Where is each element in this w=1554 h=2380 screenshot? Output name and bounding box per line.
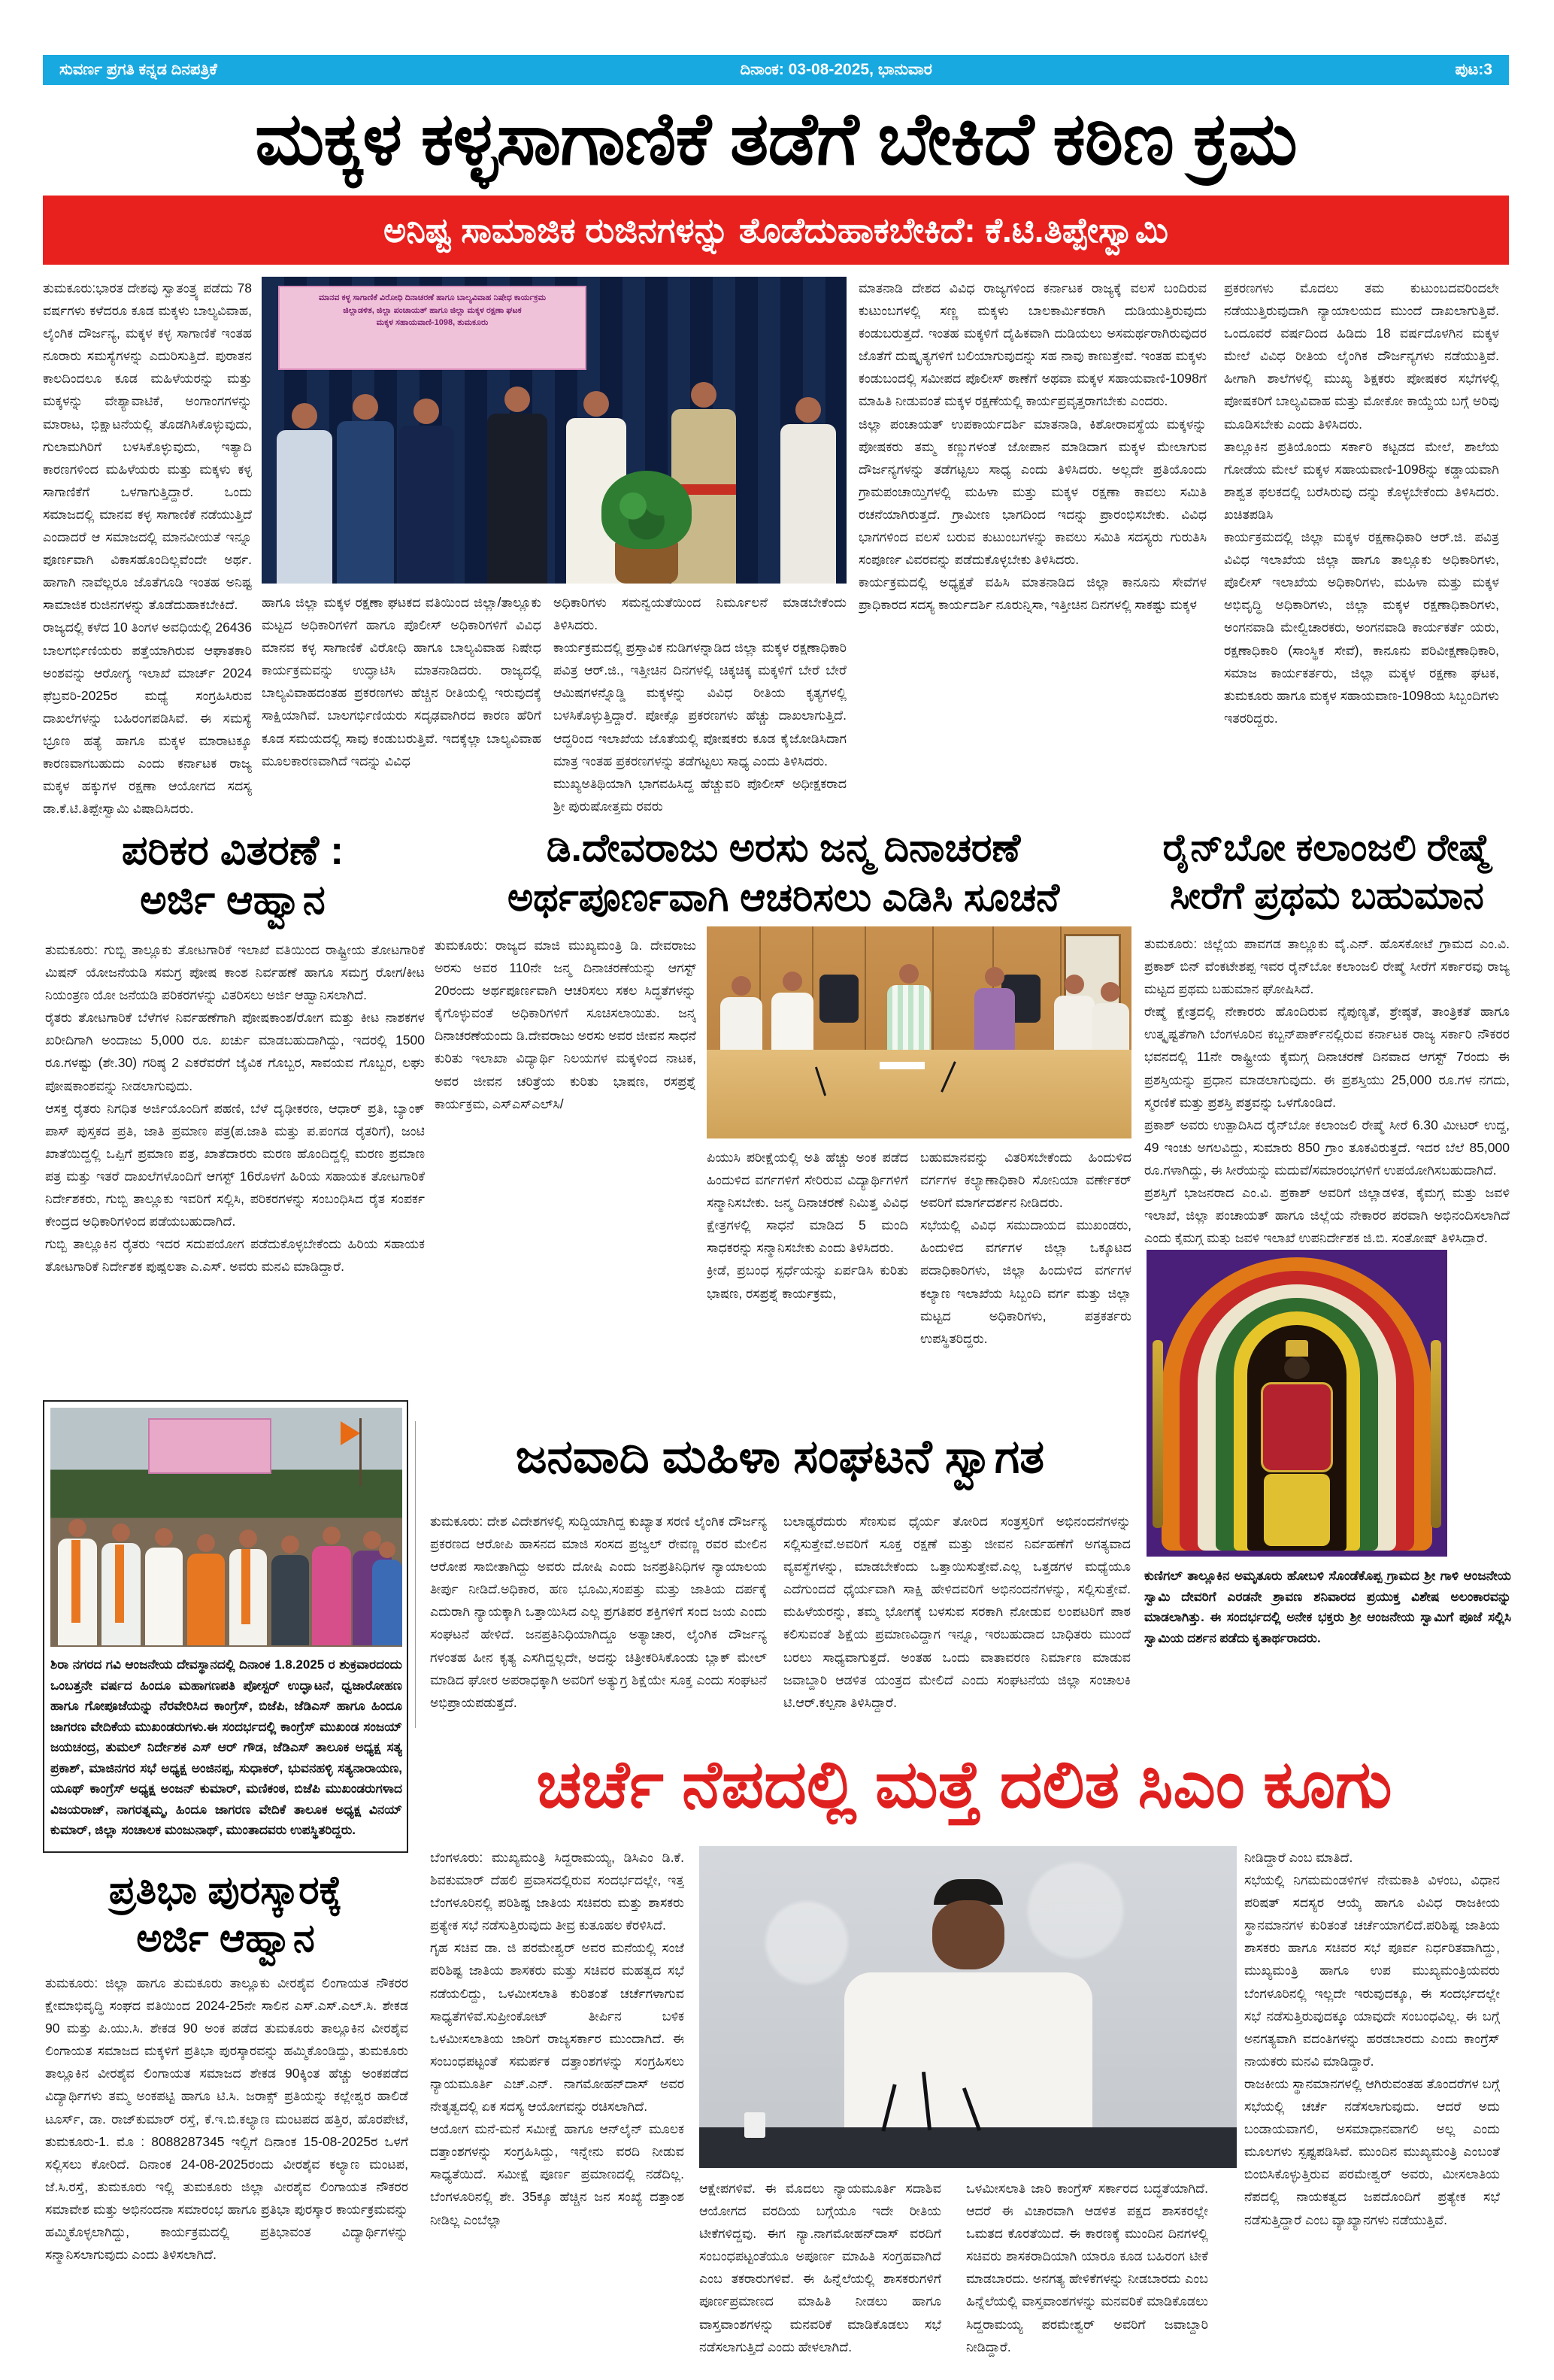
person-figure: [312, 1527, 351, 1647]
janavadi-headline: ಜನವಾದಿ ಮಹಿಳಾ ಸಂಘಟನೆ ಸ್ವಾಗತ: [515, 1431, 1045, 1483]
devaraju-column-2: ಪಿಯುಸಿ ಪರೀಕ್ಷೆಯಲ್ಲಿ ಅತಿ ಹೆಚ್ಚು ಅಂಕ ಪಡೆದ ಹಿಂದುಳಿದ ವರ್ಗಗಳಿಗೆ ಸೇರಿರುವ ವಿದ್ಯಾರ್ಥಿಗಳಿಗೆ ಸನ್ಮಾನಿಸಬೇಕು. ಜನ್ಮ ದಿನಾಚರಣೆ ನಿಮಿತ್ತ ವಿವಿಧ ಕ್ಷೇತ್ರಗಳಲ್ಲಿ ಸಾಧನೆ ಮಾಡಿದ 5 ಮಂದಿ ಸಾಧಕರನ್ನು ಸನ್ಮಾನಿಸಬೇಕು ಎಂದು ತಿಳಿಸಿದರು. ಕ್ರೀಡೆ, ಪ್ರಬಂಧ ಸ್ಪರ್ಧೆಯನ್ನು ಏರ್ಪಡಿಸಿ ಕುರಿತು ಭಾಷಣ, ರಸಪ್ರಶ್ನೆ ಕಾರ್ಯಕ್ರಮ,: [707, 1150, 908, 1301]
pratibha-headline-line1: ಪ್ರತಿಭಾ ಪುರಸ್ಕಾರಕ್ಕೆ: [108, 1869, 343, 1912]
event-banner-text: ಮಾನವ ಕಳ್ಳ ಸಾಗಾಣಿಕೆ ವಿರೋಧಿ ದಿನಾಚರಣೆ ಹಾಗೂ ಬಾಲ್ಯವಿವಾಹ ನಿಷೇಧ ಕಾರ್ಯಕ್ರಮ ಜಿಲ್ಲಾಡಳಿತ, ಜಿಲ್ಲಾ ಪಂಚಾಯತ್ ಹಾಗೂ ಜಿಲ್ಲಾ ಮಕ್ಕಳ ರಕ್ಷಣಾ ಘಟಕ ಮಕ್ಕಳ ಸಹಾಯವಾಣಿ-1098, ತುಮಕೂರು: [318, 293, 547, 327]
person-figure: [229, 1530, 267, 1647]
person-figure: [487, 387, 547, 584]
dalit-cm-column-d: ನೀಡಿದ್ದಾರೆ ಎಂಬ ಮಾತಿದೆ. ಸಭೆಯಲ್ಲಿ ನಿಗಮಮಂಡಳಿಗಳ ನೇಮಕಾತಿ ವಿಳಂಬ, ವಿಧಾನ ಪರಿಷತ್ ಸದಸ್ಯರ ಆಯ್ಕೆ ಹಾಗೂ ವಿವಿಧ ರಾಜಕೀಯ ಸ್ಥಾನಮಾನಗಳ ಕುರಿತಂತೆ ಚರ್ಚೆಯಾಗಲಿದೆ.ಪರಿಶಿಷ್ಟ ಜಾತಿಯ ಶಾಸಕರು ಹಾಗೂ ಸಚಿವರ ಸಭೆ ಪೂರ್ವ ನಿರ್ಧರಿತವಾಗಿದ್ದು, ಮುಖ್ಯಮಂತ್ರಿ ಹಾಗೂ ಉಪ ಮುಖ್ಯಮಂತ್ರಿಯವರು ಬೆಂಗಳೂರಿನಲ್ಲಿ ಇಲ್ಲದೇ ಇರುವುದಕ್ಕೂ, ಈ ಸಂದರ್ಭದಲ್ಲೇ ಸಭೆ ನಡೆಸುತ್ತಿರುವುದಕ್ಕೂ ಯಾವುದೇ ಸಂಬಂಧವಿಲ್ಲ. ಈ ಬಗ್ಗೆ ಅನಗತ್ಯವಾಗಿ ವದಂತಿಗಳನ್ನು ಹರಡಬಾರದು ಎಂದು ಕಾಂಗ್ರೆಸ್ ನಾಯಕರು ಮನವಿ ಮಾಡಿದ್ದಾರೆ. ರಾಜಕೀಯ ಸ್ಥಾನಮಾನಗಳಲ್ಲಿ ಆಗಿರುವಂತಹ ತೊಂದರೆಗಳ ಬಗ್ಗೆ ಸಭೆಯಲ್ಲಿ ಚರ್ಚೆ ನಡೆಸಲಾಗುವುದು. ಆದರೆ ಅದು ಬಂಡಾಯವಾಗಲಿ, ಅಸಮಾಧಾನವಾಗಲಿ ಅಲ್ಲ ಎಂದು ಮೂಲಗಳು ಸ್ಪಷ್ಟಪಡಿಸಿವೆ. ಮುಂದಿನ ಮುಖ್ಯಮಂತ್ರಿ ಎಂಬಂತೆ ಬಿಂಬಿಸಿಕೊಳ್ಳುತ್ತಿರುವ ಪರಮೇಶ್ವರ್ ಅವರು, ಮೀಸಲಾತಿಯ ನೆಪದಲ್ಲಿ ನಾಯಕತ್ವದ ಜಪದೊಂದಿಗೆ ಪ್ರತ್ಯೇಕ ಸಭೆ ನಡೆಸುತ್ತಿದ್ದಾರೆ ಎಂಬ ವ್ಯಾಖ್ಯಾನಗಳು ನಡೆಯುತ್ತಿವೆ.: [1244, 1850, 1500, 2227]
person-figure: [277, 403, 332, 584]
devaraju-headline-line1: ಡಿ.ದೇವರಾಜು ಅರಸು ಜನ್ಮ ದಿನಾಚರಣೆ: [546, 826, 1021, 870]
janavadi-column-2: ಬಲಾಢ್ಯರೆದುರು ಸೆಣಸುವ ಧೈರ್ಯ ತೋರಿದ ಸಂತ್ರಸ್ತರಿಗೆ ಅಭಿನಂದನೆಗಳನ್ನು ಸಲ್ಲಿಸುತ್ತೇವೆ.ಅವರಿಗೆ ಸೂಕ್ತ ರಕ್ಷಣೆ ಮತ್ತು ಜೀವನ ನಿರ್ವಹಣೆಗೆ ಅಗತ್ಯವಾದ ವ್ಯವಸ್ಥೆಗಳನ್ನು, ಮಾಡಬೇಕೆಂದು ಒತ್ತಾಯಿಸುತ್ತೇವೆ.ಎಲ್ಲ ಒತ್ತಡಗಳ ಮಧ್ಯೆಯೂ ಎದೆಗುಂದದೆ ಧೈರ್ಯವಾಗಿ ಸಾಕ್ಷಿ ಹೇಳಿದವರಿಗೆ ಅಭಿನಂದನೆಗಳನ್ನು, ಸಲ್ಲಿಸುತ್ತೇವೆ. ಮಹಿಳೆಯರನ್ನು, ತಮ್ಮ ಭೋಗಕ್ಕೆ ಬಳಸುವ ಸರಕಾಗಿ ನೋಡುವ ಲಂಪಟರಿಗೆ ಪಾಠ ಕಲಿಸುವಂತೆ ಶಿಕ್ಷೆಯ ಪ್ರಮಾಣವಿದ್ದಾಗ ಇನ್ನೂ, ಇರಬಹುದಾದ ಬಾಧಿತರು ಮುಂದೆ ಬರಲು ಸಾಧ್ಯವಾಗುತ್ತದೆ. ಅಂತಹ ಒಂದು ವಾತಾವರಣ ನಿರ್ಮಾಣ ಮಾಡುವ ಜವಾಬ್ದಾರಿ ಆಡಳಿತ ಯಂತ್ರದ ಮೇಲಿದೆ ಎಂದು ಸಂಘಟನೆಯ ಜಿಲ್ಲಾ ಸಂಚಾಲಕಿ ಟಿ.ಆರ್.ಕಲ್ಪನಾ ತಿಳಿಸಿದ್ದಾರೆ.: [783, 1514, 1131, 1710]
lead-column-1: ತುಮಕೂರು:ಭಾರತ ದೇಶವು ಸ್ವಾತಂತ್ರ್ಯ ಪಡೆದು 78 ವರ್ಷಗಳು ಕಳೆದರೂ ಕೂಡ ಮಕ್ಕಳು ಬಾಲ್ಯವಿವಾಹ, ಲೈಂಗಿಕ ದೌರ್ಜನ್ಯ, ಮಕ್ಕಳ ಕಳ್ಳ ಸಾಗಾಣಿಕೆ ಇಂತಹ ನೂರಾರು ಸಮಸ್ಯೆಗಳನ್ನು ಎದುರಿಸುತ್ತಿದೆ. ಪುರಾತನ ಕಾಲದಿಂದಲೂ ಕೂಡ ಮಹಿಳೆಯರನ್ನು ಮತ್ತು ಮಕ್ಕಳನ್ನು ವೇಶ್ಯಾವಾಟಿಕೆ, ಅಂಗಾಂಗಗಳನ್ನು ಮಾರಾಟ, ಭಿಕ್ಷಾಟನೆಯಲ್ಲಿ ತೊಡಗಿಸಿಕೊಳ್ಳುವುದು, ಗುಲಾಮಗಿರಿಗೆ ಬಳಸಿಕೊಳ್ಳುವುದು, ಇತ್ಯಾದಿ ಕಾರಣಗಳಿಂದ ಮಹಿಳೆಯರು ಮತ್ತು ಮಕ್ಕಳು ಕಳ್ಳ ಸಾಗಾಣಿಕೆಗೆ ಒಳಗಾಗುತ್ತಿದ್ದಾರೆ. ಒಂದು ಸಮಾಜದಲ್ಲಿ ಮಾನವ ಕಳ್ಳ ಸಾಗಾಣಿಕೆ ನಡೆಯುತ್ತಿದೆ ಎಂದಾದರೆ ಆ ಸಮಾಜದಲ್ಲಿ ಮಾನವೀಯತೆ ಇನ್ನೂ ಪೂರ್ಣವಾಗಿ ವಿಕಾಸಹೊಂದಿಲ್ಲವೆಂದೇ ಅರ್ಥ. ಹಾಗಾಗಿ ನಾವೆಲ್ಲರೂ ಜೊತೆಗೂಡಿ ಇಂತಹ ಅನಿಷ್ಟ ಸಾಮಾಜಿಕ ರುಜಿನಗಳನ್ನು ತೊಡೆದುಹಾಕಬೇಕಿದೆ. ರಾಜ್ಯದಲ್ಲಿ ಕಳೆದ 10 ತಿಂಗಳ ಅವಧಿಯಲ್ಲಿ 26436 ಬಾಲಗರ್ಭಿಣಿಯರು ಪತ್ತೆಯಾಗಿರುವ ಆಘಾತಕಾರಿ ಅಂಶವನ್ನು ಆರೋಗ್ಯ ಇಲಾಖೆ ಮಾರ್ಚ್ 2024 ಫೆಬ್ರವರಿ-2025ರ ಮಧ್ಯೆ ಸಂಗ್ರಹಿಸಿರುವ ದಾಖಲೆಗಳನ್ನು ಬಹಿರಂಗಪಡಿಸಿವೆ. ಈ ಸಮಸ್ಯೆ ಭ್ರೂಣ ಹತ್ಯೆ ಹಾಗೂ ಮಕ್ಕಳ ಮಾರಾಟಕ್ಕೂ ಕಾರಣವಾಗಬಹುದು ಎಂದು ಕರ್ನಾಟಕ ರಾಜ್ಯ ಮಕ್ಕಳ ಹಕ್ಕುಗಳ ರಕ್ಷಣಾ ಆಯೋಗದ ಸದಸ್ಯ ಡಾ.ಕೆ.ಟಿ.ತಿಪ್ಪೇಸ್ವಾಮಿ ವಿಷಾದಿಸಿದರು.: [43, 280, 252, 817]
parikara-body: ತುಮಕೂರು: ಗುಬ್ಬಿ ತಾಲ್ಲೂಕು ತೋಟಗಾರಿಕೆ ಇಲಾಖೆ ವತಿಯಿಂದ ರಾಷ್ಟ್ರೀಯ ತೋಟಗಾರಿಕೆ ಮಿಷನ್ ಯೋಜನೆಯಡಿ ಸಮಗ್ರ ಪೋಷ ಕಾಂಶ ನಿರ್ವಹಣೆ ಹಾಗೂ ಸಮಗ್ರ ರೋಗ/ಕೀಟ ನಿಯಂತ್ರಣ ಯೋ ಜನೆಯಡಿ ಪರಿಕರಗಳನ್ನು ವಿತರಿಸಲು ಅರ್ಜಿ ಆಹ್ವಾನಿಸಲಾಗಿದೆ. ರೈತರು ತೋಟಗಾರಿಕೆ ಬೆಳೆಗಳ ನಿರ್ವಹಣೆಗಾಗಿ ಪೋಷಕಾಂಶ/ರೋಗ ಮತ್ತು ಕೀಟ ನಾಶಕಗಳ ಖರೀದಿಗಾಗಿ ಅಂದಾಜು 5,000 ರೂ. ಖರ್ಚು ಮಾಡಬಹುದಾಗಿದ್ದು, ಇದರಲ್ಲಿ 1500 ರೂ.ಗಳಷ್ಟು (ಶೇ.30) ಗರಿಷ್ಠ 2 ಎಕರೆವರೆಗೆ ಜೈವಿಕ ಗೊಬ್ಬರ, ಸಾವಯವ ಗೊಬ್ಬರ, ಲಘು ಪೋಷಕಾಂಶವನ್ನು ನೀಡಲಾಗುವುದು. ಆಸಕ್ತ ರೈತರು ನಿಗಧಿತ ಅರ್ಜಿಯೊಂದಿಗೆ ಪಹಣಿ, ಬೆಳೆ ದೃಢೀಕರಣ, ಆಧಾರ್ ಪ್ರತಿ, ಬ್ಯಾಂಕ್ ಪಾಸ್ ಪುಸ್ತಕದ ಪ್ರತಿ, ಜಾತಿ ಪ್ರಮಾಣ ಪತ್ರ(ಪ.ಜಾತಿ ಮತ್ತು ಪ.ಪಂಗಡ ರೈತರಿಗೆ), ಜಂಟಿ ಖಾತೆಯಿದ್ದಲ್ಲಿ ಒಪ್ಪಿಗೆ ಪ್ರಮಾಣ ಪತ್ರ, ಖಾತೆದಾರರು ಮರಣ ಹೊಂದಿದ್ದಲ್ಲಿ ಮರಣ ಪ್ರಮಾಣ ಪತ್ರ ಮತ್ತು ಇತರೆ ದಾಖಲೆಗಳೊಂದಿಗೆ ಆಗಸ್ಟ್ 16ರೊಳಗೆ ಹಿರಿಯ ಸಹಾಯಕ ತೋಟಗಾರಿಕೆ ನಿರ್ದೇಶಕರು, ಗುಬ್ಬಿ ತಾಲ್ಲೂಕು ಇವರಿಗೆ ಸಲ್ಲಿಸಿ, ಪರಿಕರಗಳನ್ನು ಸಂಬಂಧಿಸಿದ ರೈತ ಸಂಪರ್ಕ ಕೇಂದ್ರದ ಅಧಿಕಾರಿಗಳಿಂದ ಪಡೆಯಬಹುದಾಗಿದೆ. ಗುಬ್ಬಿ ತಾಲ್ಲೂಕಿನ ರೈತರು ಇದರ ಸದುಪಯೋಗ ಪಡೆದುಕೊಳ್ಳಬೇಕೆಂದು ಹಿರಿಯ ಸಹಾಯಕ ತೋಟಗಾರಿಕೆ ನಿರ್ದೇಶಕ ಪುಷ್ಪಲತಾ ಎ.ಎಸ್. ಅವರು ಮನವಿ ಮಾಡಿದ್ದಾರೆ.: [45, 942, 425, 1275]
person-figure: [974, 967, 1015, 1060]
lead-column-5: ಪ್ರಕರಣಗಳು ಮೊದಲು ತಮ ಕುಟುಂಬದವರಿಂದಲೇ ನಡೆಯುತ್ತಿರುವುದಾಗಿ ನ್ಯಾಯಾಲಯದ ಮುಂದೆ ದಾಖಲಾಗುತ್ತಿವೆ. ಒಂದೂವರೆ ವರ್ಷದಿಂದ ಹಿಡಿದು 18 ವರ್ಷದೊಳಗಿನ ಮಕ್ಕಳ ಮೇಲೆ ವಿವಿಧ ರೀತಿಯ ಲೈಂಗಿಕ ದೌರ್ಜನ್ಯಗಳು ನಡೆಯುತ್ತಿವೆ. ಹೀಗಾಗಿ ಶಾಲೆಗಳಲ್ಲಿ ಮುಖ್ಯ ಶಿಕ್ಷಕರು ಪೋಷಕರ ಸಭೆಗಳಲ್ಲಿ ಪೋಷಕರಿಗೆ ಬಾಲ್ಯವಿವಾಹ ಮತ್ತು ಮೋಕೋ ಕಾಯ್ದೆಯ ಬಗ್ಗೆ ಅರಿವು ಮೂಡಿಸಬೇಕು ಎಂದು ತಿಳಿಸಿದರು. ತಾಲ್ಲೂಕಿನ ಪ್ರತಿಯೊಂದು ಸರ್ಕಾರಿ ಕಟ್ಟಡದ ಮೇಲೆ, ಶಾಲೆಯ ಗೋಡೆಯ ಮೇಲೆ ಮಕ್ಕಳ ಸಹಾಯವಾಣಿ-1098ನ್ನು ಕಡ್ಡಾಯವಾಗಿ ಶಾಶ್ವತ ಫಲಕದಲ್ಲಿ ಬರೆಸಿರುವು ದನ್ನು ಕೊಳ್ಳಬೇಕೆಂದು ತಿಳಿಸಿದರು. ಖಚಿತಪಡಿಸಿ ಕಾರ್ಯಕ್ರಮದಲ್ಲಿ ಜಿಲ್ಲಾ ಮಕ್ಕಳ ರಕ್ಷಣಾಧಿಕಾರಿ ಆರ್.ಜಿ. ಪವಿತ್ರ ವಿವಿಧ ಇಲಾಖೆಯ ಜಿಲ್ಲಾ ಹಾಗೂ ತಾಲ್ಲೂಕು ಅಧಿಕಾರಿಗಳು, ಪೊಲೀಸ್ ಇಲಾಖೆಯ ಅಧಿಕಾರಿಗಳು, ಮಹಿಳಾ ಮತ್ತು ಮಕ್ಕಳ ಅಭಿವೃದ್ಧಿ ಅಧಿಕಾರಿಗಳು, ಜಿಲ್ಲಾ ಮಕ್ಕಳ ರಕ್ಷಣಾಧಿಕಾರಿಗಳು, ಅಂಗನವಾಡಿ ಮೇಲ್ವಿಚಾರಕರು, ಅಂಗನವಾಡಿ ಕಾರ್ಯಕರ್ತೆ ಯರು, ರಕ್ಷಣಾಧಿಕಾರಿ (ಸಾಂಸ್ಥಿಕ ಸೇವೆ), ಕಾನೂನು ಪರಿವೀಕ್ಷಣಾಧಿಕಾರಿ, ಸಮಾಜ ಕಾರ್ಯಕರ್ತರು, ಜಿಲ್ಲಾ ಮಕ್ಕಳ ರಕ್ಷಣಾ ಘಟಕ, ತುಮಕೂರು ಹಾಗೂ ಮಕ್ಕಳ ಸಹಾಯವಾಣ-1098ಯ ಸಿಬ್ಬಂದಿಗಳು ಇತರರಿದ್ದರು.: [1224, 280, 1499, 726]
person-figure: [780, 397, 836, 584]
parikara-headline: [43, 826, 423, 925]
saffron-flag: [341, 1421, 360, 1445]
speaker-figure: [844, 1879, 1092, 2168]
parikara-headline-line1: ಪರಿಕರ ವಿತರಣೆ :: [121, 828, 344, 873]
person-figure: [58, 1519, 97, 1647]
person-figure: [271, 1536, 309, 1647]
rainbow-headline-line1: ರೈನ್‌ಬೋ ಕಲಾಂಜಲಿ ರೇಷ್ಮೆ: [1162, 826, 1492, 869]
dalit-cm-column-c: ಒಳಮೀಸಲಾತಿ ಜಾರಿ ಕಾಂಗ್ರೆಸ್ ಸರ್ಕಾರದ ಬದ್ಧತೆಯಾಗಿದೆ. ಆದರೆ ಈ ವಿಚಾರವಾಗಿ ಆಡಳಿತ ಪಕ್ಷದ ಶಾಸಕರಲ್ಲೇ ಒಮತದ ಕೊರತೆಯಿದೆ. ಈ ಕಾರಣಕ್ಕೆ ಮುಂದಿನ ದಿನಗಳಲ್ಲಿ ಸಚಿವರು ಶಾಸಕರಾದಿಯಾಗಿ ಯಾರೂ ಕೂಡ ಬಹಿರಂಗ ಟೀಕೆ ಮಾಡಬಾರದು. ಅನಗತ್ಯ ಹೇಳಿಕೆಗಳನ್ನು ನೀಡಬಾರದು ಎಂಬ ಹಿನ್ನೆಲೆಯಲ್ಲಿ ವಾಸ್ತವಾಂಶಗಳನ್ನು ಮನವರಿಕೆ ಮಾಡಿಕೊಡಲು ಸಿದ್ದರಾಮಯ್ಯ ಪರಮೇಶ್ವರ್ ಅವರಿಗೆ ಜವಾಬ್ದಾರಿ ನೀಡಿದ್ದಾರೆ.: [966, 2181, 1208, 2354]
person-figure: [372, 1542, 402, 1647]
lead-column-4: ಮಾತನಾಡಿ ದೇಶದ ವಿವಿಧ ರಾಜ್ಯಗಳಿಂದ ಕರ್ನಾಟಕ ರಾಜ್ಯಕ್ಕೆ ವಲಸೆ ಬಂದಿರುವ ಕುಟುಂಬಗಳಲ್ಲಿ ಸಣ್ಣ ಮಕ್ಕಳು ಬಾಲಕಾರ್ಮಿಕರಾಗಿ ದುಡಿಯುತ್ತಿರುವುದು ಕಂಡುಬರುತ್ತದೆ. ಇಂತಹ ಮಕ್ಕಳಿಗೆ ದೈಹಿಕವಾಗಿ ದುಡಿಯಲು ಅಸಮರ್ಥರಾಗಿರುವುದರ ಜೊತೆಗೆ ದುಷ್ಕೃತ್ಯಗಳಿಗೆ ಬಲಿಯಾಗುವುದನ್ನು ಸಹ ನಾವು ಕಾಣುತ್ತೇವೆ. ಇಂತಹ ಮಕ್ಕಳು ಕಂಡುಬಂದಲ್ಲಿ ಸಮೀಪದ ಪೊಲೀಸ್ ಠಾಣೆಗೆ ಅಥವಾ ಮಕ್ಕಳ ಸಹಾಯವಾಣಿ-1098ಗೆ ಮಾಹಿತಿ ನೀಡುವಂತೆ ಮಕ್ಕಳ ರಕ್ಷಣೆಯಲ್ಲಿ ಕಾರ್ಯಪ್ರವೃತ್ತರಾಗಬೇಕು ಎಂದರು. ಜಿಲ್ಲಾ ಪಂಚಾಯತ್ ಉಪಕಾರ್ಯದರ್ಶಿ ಮಾತನಾಡಿ, ಕಿಶೋರಾವಸ್ಥೆಯ ಮಕ್ಕಳನ್ನು ಪೋಷಕರು ತಮ್ಮ ಕಣ್ಣುಗಳಂತೆ ಜೋಪಾನ ಮಾಡಿದಾಗ ಮಕ್ಕಳ ಮೇಲಾಗುವ ದೌರ್ಜನ್ಯಗಳನ್ನು ತಡೆಗಟ್ಟಲು ಸಾಧ್ಯ ಎಂದು ತಿಳಿಸಿದರು. ಅಲ್ಲದೇ ಪ್ರತಿಯೊಂದು ಗ್ರಾಮಪಂಚಾಯ್ತಿಗಳಲ್ಲಿ ಮಹಿಳಾ ಮತ್ತು ಮಕ್ಕಳ ರಕ್ಷಣಾ ಕಾವಲು ಸಮಿತಿ ರಚನೆಯಾಗಿರುತ್ತದೆ. ಗ್ರಾಮೀಣ ಭಾಗದಿಂದ ಇದನ್ನು ಪ್ರಾರಂಭಿಸಬೇಕು. ವಿವಿಧ ಭಾಗಗಳಿಂದ ವಲಸೆ ಬರುವ ಕುಟುಂಬಗಳನ್ನು ಕಾವಲು ಸಮಿತಿ ಸದಸ್ಯರು ಗುರುತಿಸಿ ಸಂಪೂರ್ಣ ವಿವರವನ್ನು ಪಡೆದುಕೊಳ್ಳಬೇಕು ತಿಳಿಸಿದರು. ಕಾರ್ಯಕ್ರಮದಲ್ಲಿ ಅಧ್ಯಕ್ಷತೆ ವಹಿಸಿ ಮಾತನಾಡಿದ ಜಿಲ್ಲಾ ಕಾನೂನು ಸೇವೆಗಳ ಪ್ರಾಧಿಕಾರದ ಸದಸ್ಯ ಕಾರ್ಯದರ್ಶಿ ನೂರುನ್ನಿಸಾ, ಇತ್ತೀಚಿನ ದಿನಗಳಲ್ಲಿ ಸಾಕಷ್ಟು ಮಕ್ಕಳ: [859, 280, 1207, 613]
chairman-figure: [887, 964, 931, 1060]
masthead: [43, 55, 1509, 85]
janavadi-column-1: ತುಮಕೂರು: ದೇಶ ವಿದೇಶಗಳಲ್ಲಿ ಸುದ್ದಿಯಾಗಿದ್ದ ಕುಖ್ಯಾತ ಸರಣಿ ಲೈಂಗಿಕ ದೌರ್ಜನ್ಯ ಪ್ರಕರಣದ ಆರೋಪಿ ಹಾಸನದ ಮಾಜಿ ಸಂಸದ ಪ್ರಜ್ವಲ್ ರೇವಣ್ಣ ರವರ ಮೇಲಿನ ಆರೋಪ ಸಾಬೀತಾಗಿದ್ದು ಅವರು ದೋಷಿ ಎಂದು ಜನಪ್ರತಿನಿಧಿಗಳ ನ್ಯಾಯಾಲಯ ತೀರ್ಪು ನೀಡಿದೆ.ಅಧಿಕಾರ, ಹಣ ಭೂಮಿ,ಸಂಪತ್ತು ಮತ್ತು ಜಾತಿಯ ದರ್ಪಕ್ಕೆ ಎದುರಾಗಿ ನ್ಯಾಯಕ್ಕಾಗಿ ಒತ್ತಾಯಿಸಿದ ಎಲ್ಲ ಪ್ರಗತಿಪರ ಶಕ್ತಿಗಳಿಗೆ ಸಂದ ಜಯ ಎಂದು ಸಂಘಟನೆ ಹೇಳಿದೆ. ಜನಪ್ರತಿನಿಧಿಯಾಗಿದ್ದೂ ಅತ್ಯಾಚಾರ, ಲೈಂಗಿಕ ದೌರ್ಜನ್ಯ ಗಳಂತಹ ಹೀನ ಕೃತ್ಯ ಎಸಗಿದ್ದಲ್ಲದೇ, ಅದನ್ನು ಚಿತ್ರೀಕರಿಸಿಕೊಂಡು ಬ್ಲಾಕ್ ಮೇಲ್ ಮಾಡಿದ ಘೋರ ಅಪರಾಧಕ್ಕಾಗಿ ಅವರಿಗೆ ಅತ್ಯುಗ್ರ ಶಿಕ್ಷೆಯೇ ಸೂಕ್ತ ಎಂದು ಸಂಘಟನೆ ಅಭಿಪ್ರಾಯಪಡುತ್ತದೆ.: [430, 1514, 767, 1710]
devaraju-column-1: ತುಮಕೂರು: ರಾಜ್ಯದ ಮಾಜಿ ಮುಖ್ಯಮಂತ್ರಿ ಡಿ. ದೇವರಾಜು ಅರಸು ಅವರ 110ನೇ ಜನ್ಮ ದಿನಾಚರಣೆಯನ್ನು ಆಗಸ್ಟ್ 20ರಂದು ಅರ್ಥಪೂರ್ಣವಾಗಿ ಆಚರಿಸಲು ಸಕಲ ಸಿದ್ಧತೆಗಳನ್ನು ಕೈಗೊಳ್ಳುವಂತೆ ಅಧಿಕಾರಿಗಳಿಗೆ ಸೂಚಿಸಲಾಯಿತು. ಜನ್ಮ ದಿನಾಚರಣೆಯಂದು ಡಿ.ದೇವರಾಜು ಅರಸು ಅವರ ಜೀವನ ಸಾಧನೆ ಕುರಿತು ಇಲಾಖಾ ವಿದ್ಯಾರ್ಥಿ ನಿಲಯಗಳ ಮಕ್ಕಳಿಂದ ನಾಟಕ, ಅವರ ಜೀವನ ಚರಿತ್ರೆಯ ಕುರಿತು ಭಾಷಣ, ರಸಪ್ರಶ್ನೆ ಕಾರ್ಯಕ್ರಮ, ಎಸ್‌ಎಸ್‌ಎಲ್‌ಸಿ/: [435, 938, 696, 1111]
lead-strap-banner: ಅನಿಷ್ಟ ಸಾಮಾಜಿಕ ರುಜಿನಗಳನ್ನು ತೊಡೆದುಹಾಕಬೇಕಿದೆ: ಕೆ.ಟಿ.ತಿಪ್ಪೇಸ್ವಾಮಿ: [43, 196, 1509, 265]
person-figure: [337, 394, 394, 584]
person-figure: [101, 1524, 141, 1647]
deity-photo: [1147, 1250, 1447, 1557]
potted-plant: [601, 471, 692, 584]
person-figure: [398, 399, 454, 584]
group-photo: [50, 1408, 402, 1647]
paper-cup: [744, 2112, 765, 2138]
date-line: ದಿನಾಂಕ: 03-08-2025, ಭಾನುವಾರ: [740, 61, 932, 78]
dalit-cm-column-b: ಆಕ್ಷೇಪಗಳಿವೆ. ಈ ಮೊದಲು ನ್ಯಾಯಮೂರ್ತಿ ಸದಾಶಿವ ಆಯೋಗದ ವರದಿಯ ಬಗ್ಗೆಯೂ ಇದೇ ರೀತಿಯ ಟೀಕೆಗಳಿದ್ದವು. ಈಗ ನ್ಯಾ.ನಾಗಮೋಹನ್‌ದಾಸ್ ವರದಿಗೆ ಸಂಬಂಧಪಟ್ಟಂತೆಯೂ ಅಪೂರ್ಣ ಮಾಹಿತಿ ಸಂಗ್ರಹವಾಗಿದೆ ಎಂಬ ತಕರಾರುಗಳಿವೆ. ಈ ಹಿನ್ನೆಲೆಯಲ್ಲಿ ಶಾಸಕರುಗಳಿಗೆ ಪೂರ್ಣಪ್ರಮಾಣದ ಮಾಹಿತಿ ನೀಡಲು ಹಾಗೂ ವಾಸ್ತವಾಂಶಗಳನ್ನು ಮನವರಿಕೆ ಮಾಡಿಕೊಡಲು ಸಭೆ ನಡೆಸಲಾಗುತ್ತಿದೆ ಎಂದು ಹೇಳಲಾಗಿದೆ.: [699, 2181, 941, 2354]
dalit-cm-headline: ಚರ್ಚೆ ನೆಪದಲ್ಲಿ ಮತ್ತೆ ದಲಿತ ಸಿಎಂ ಕೂಗು: [536, 1747, 1392, 1821]
poster-banner: [148, 1418, 271, 1474]
table: [699, 2127, 1237, 2168]
pratibha-body: ತುಮಕೂರು: ಜಿಲ್ಲಾ ಹಾಗೂ ತುಮಕೂರು ತಾಲ್ಲೂಕು ವೀರಶೈವ ಲಿಂಗಾಯತ ನೌಕರರ ಕ್ಷೇಮಾಭಿವೃದ್ಧಿ ಸಂಘದ ವತಿಯಿಂದ 2024-25ನೇ ಸಾಲಿನ ಎಸ್.ಎಸ್.ಎಲ್.ಸಿ. ಶೇಕಡ 90 ಮತ್ತು ಪಿ.ಯು.ಸಿ. ಶೇಕಡ 90 ಅಂಕ ಪಡೆದ ತುಮಕೂರು ತಾಲ್ಲೂಕಿನ ವೀರಶೈವ ಲಿಂಗಾಯತ ಸಮಾಜದ ಮಕ್ಕಳಿಗೆ ಪ್ರತಿಭಾ ಪುರಸ್ಕಾರವನ್ನು ಹಮ್ಮಿಕೊಂಡಿದ್ದು, ತುಮಕೂರು ತಾಲ್ಲೂಕಿನ ವೀರಶೈವ ಲಿಂಗಾಯತ ಸಮಾಜದ ಶೇಕಡ 90ಕ್ಕಿಂತ ಹೆಚ್ಚು ಅಂಕಪಡೆದ ವಿದ್ಯಾರ್ಥಿಗಳು ತಮ್ಮ ಅಂಕಪಟ್ಟಿ ಹಾಗೂ ಟಿ.ಸಿ. ಜರಾಕ್ಸ್ ಪ್ರತಿಯನ್ನು ಕಲ್ಲೇಶ್ವರ ಹಾಲಿಡೆ ಟೂರ್ಸ್, ಡಾ. ರಾಜ್‌ಕುಮಾರ್ ರಸ್ತೆ, ಕೆ.ಇ.ಬಿ.ಕಲ್ಯಾಣ ಮಂಟಪದ ಹತ್ತಿರ, ಹೊರಪೇಟೆ, ತುಮಕೂರು-1. ಮೊ : 8088287345 ಇಲ್ಲಿಗೆ ದಿನಾಂಕ 15-08-2025ರ ಒಳಗೆ ಸಲ್ಲಿಸಲು ಕೋರಿದೆ. ದಿನಾಂಕ 24-08-2025ರಂದು ವೀರಶೈವ ಕಲ್ಯಾಣ ಮಂಟಪ, ಜೆ.ಸಿ.ರಸ್ತೆ, ತುಮಕೂರು ಇಲ್ಲಿ ತುಮಕೂರು ಜಿಲ್ಲಾ ವೀರಶೈವ ಲಿಂಗಾಯತ ನೌಕರರ ಸಮಾವೇಶ ಮತ್ತು ಅಭಿನಂದನಾ ಸಮಾರಂಭ ಹಾಗೂ ಪ್ರತಿಭಾ ಪುರಸ್ಕಾರ ಕಾರ್ಯಕ್ರಮವನ್ನು ಹಮ್ಮಿಕೊಳ್ಳಲಾಗಿದ್ದು, ಕಾರ್ಯಕ್ರಮದಲ್ಲಿ ಪ್ರತಿಭಾವಂತ ವಿದ್ಯಾರ್ಥಿಗಳನ್ನು ಸನ್ಮಾನಿಸಲಾಗುವುದು ಎಂದು ತಿಳಿಸಲಾಗಿದೆ.: [45, 1975, 408, 2263]
lead-column-2: ಹಾಗೂ ಜಿಲ್ಲಾ ಮಕ್ಕಳ ರಕ್ಷಣಾ ಘಟಕದ ವತಿಯಿಂದ ಜಿಲ್ಲಾ/ತಾಲ್ಲೂಕು ಮಟ್ಟದ ಅಧಿಕಾರಿಗಳಿಗೆ ಹಾಗೂ ಪೊಲೀಸ್ ಅಧಿಕಾರಿಗಳಿಗೆ ವಿವಿಧ ಮಾನವ ಕಳ್ಳ ಸಾಗಾಣಿಕೆ ವಿರೋಧಿ ಹಾಗೂ ಬಾಲ್ಯವಿವಾಹ ನಿಷೇಧ ಕಾರ್ಯಕ್ರಮವನ್ನು ಉದ್ಘಾಟಿಸಿ ಮಾತನಾಡಿದರು. ರಾಜ್ಯದಲ್ಲಿ ಬಾಲ್ಯವಿವಾಹದಂತಹ ಪ್ರಕರಣಗಳು ಹೆಚ್ಚಿನ ರೀತಿಯಲ್ಲಿ ಇರುವುದಕ್ಕೆ ಸಾಕ್ಷಿಯಾಗಿವೆ. ಬಾಲಗರ್ಭಿಣಿಯರು ಸದೃಢವಾಗಿರದ ಕಾರಣ ಹೆರಿಗೆ ಕೂಡ ಸಮಯದಲ್ಲಿ ಸಾವು ಕಂಡುಬರುತ್ತಿವೆ. ಇದಕ್ಕೆಲ್ಲಾ ಬಾಲ್ಯವಿವಾಹ ಮೂಲಕಾರಣವಾಗಿದೆ ಇದನ್ನು ವಿವಿಧ: [262, 595, 541, 769]
devaraju-headline-line2: ಅರ್ಥಪೂರ್ಣವಾಗಿ ಆಚರಿಸಲು ಎಡಿಸಿ ಸೂಚನೆ: [507, 876, 1060, 920]
oil-lamp: [1431, 1340, 1441, 1528]
devaraju-headline: [435, 823, 1132, 923]
person-figure: [187, 1534, 225, 1647]
lead-column-3: ಅಧಿಕಾರಿಗಳು ಸಮನ್ವಯತೆಯಿಂದ ನಿರ್ಮೂಲನೆ ಮಾಡಬೇಕೆಂದು ತಿಳಿಸಿದರು. ಕಾರ್ಯಕ್ರಮದಲ್ಲಿ ಪ್ರಸ್ತಾವಿಕ ನುಡಿಗಳನ್ನಾಡಿದ ಜಿಲ್ಲಾ ಮಕ್ಕಳ ರಕ್ಷಣಾಧಿಕಾರಿ ಪವಿತ್ರ ಆರ್.ಜಿ., ಇತ್ತೀಚಿನ ದಿನಗಳಲ್ಲಿ ಚಿಕ್ಕಚಿಕ್ಕ ಮಕ್ಕಳಿಗೆ ಬೇರೆ ಬೇರೆ ಆಮಿಷಗಳನ್ನೊಡ್ಡಿ ಮಕ್ಕಳನ್ನು ವಿವಿಧ ರೀತಿಯ ಕೃತ್ಯಗಳಲ್ಲಿ ಬಳಸಿಕೊಳ್ಳುತ್ತಿದ್ದಾರೆ. ಪೋಕ್ಸೊ ಪ್ರಕರಣಗಳು ಹೆಚ್ಚು ದಾಖಲಾಗುತ್ತಿದೆ. ಆದ್ದರಿಂದ ಇಲಾಖೆಯ ಜೊತೆಯಲ್ಲಿ ಪೋಷಕರು ಕೂಡ ಕೈಜೋಡಿಸಿದಾಗ ಮಾತ್ರ ಇಂತಹ ಪ್ರಕರಣಗಳನ್ನು ತಡೆಗಟ್ಟಲು ಸಾಧ್ಯ ಎಂದು ತಿಳಿಸಿದರು. ಮುಖ್ಯಅತಿಥಿಯಾಗಿ ಭಾಗವಹಿಸಿದ್ದ ಹೆಚ್ಚುವರಿ ಪೊಲೀಸ್ ಅಧೀಕ್ಷಕರಾದ ಶ್ರೀ ಪುರುಷೋತ್ತಮ ರವರು: [553, 595, 847, 814]
idol-figure: [1258, 1340, 1336, 1551]
rainbow-body: ತುಮಕೂರು: ಜಿಲ್ಲೆಯ ಪಾವಗಡ ತಾಲ್ಲೂಕು ವೈ.ಎನ್. ಹೊಸಕೋಟೆ ಗ್ರಾಮದ ಎಂ.ವಿ. ಪ್ರಕಾಶ್ ಬಿನ್ ವೆಂಕಟೇಶಪ್ಪ ಇವರ ರೈನ್‌ಬೋ ಕಲಾಂಜಲಿ ರೇಷ್ಮೆ ಸೀರೆಗೆ ಸರ್ಕಾರವು ರಾಜ್ಯ ಮಟ್ಟದ ಪ್ರಥಮ ಬಹುಮಾನ ಘೋಷಿಸಿದೆ. ರೇಷ್ಮೆ ಕ್ಷೇತ್ರದಲ್ಲಿ ನೇಕಾರರು ಹೊಂದಿರುವ ನೈಪುಣ್ಯತೆ, ಶ್ರೇಷ್ಠತೆ, ತಾಂತ್ರಿಕತೆ ಹಾಗೂ ಉತ್ಕೃಷ್ಟತೆಗಾಗಿ ಬೆಂಗಳೂರಿನ ಕಬ್ಬನ್‌ಪಾರ್ಕ್‌ನಲ್ಲಿರುವ ಕರ್ನಾಟಕ ರಾಜ್ಯ ಸರ್ಕಾರಿ ನೌಕರರ ಭವನದಲ್ಲಿ 11ನೇ ರಾಷ್ಟ್ರೀಯ ಕೈಮಗ್ಗ ದಿನಾಚರಣೆ ದಿನವಾದ ಆಗಸ್ಟ್ 7ರಂದು ಈ ಪ್ರಶಸ್ತಿಯನ್ನು ಪ್ರಧಾನ ಮಾಡಲಾಗುವುದು. ಈ ಪ್ರಶಸ್ತಿಯು 25,000 ರೂ.ಗಳ ನಗದು, ಸ್ಮರಣಿಕೆ ಮತ್ತು ಪ್ರಶಸ್ತಿ ಪತ್ರವನ್ನು ಒಳಗೊಂಡಿದೆ. ಪ್ರಕಾಶ್ ಅವರು ಉತ್ಪಾದಿಸಿದ ರೈನ್‌ಬೋ ಕಲಾಂಜಲಿ ರೇಷ್ಮೆ ಸೀರೆ 6.30 ಮೀಟರ್ ಉದ್ದ, 49 ಇಂಚು ಅಗಲವಿದ್ದು, ಸುಮಾರು 850 ಗ್ರಾಂ ತೂಕವಿರುತ್ತದೆ. ಇದರ ಬೆಲೆ 85,000 ರೂ.ಗಳಾಗಿದ್ದು, ಈ ಸೀರೆಯನ್ನು ಮದುವೆ/ಸಮಾರಂಭಗಳಿಗೆ ಉಪಯೋಗಿಸಬಹುದಾಗಿದೆ. ಪ್ರಶಸ್ತಿಗೆ ಭಾಜನರಾದ ಎಂ.ವಿ. ಪ್ರಕಾಶ್ ಅವರಿಗೆ ಜಿಲ್ಲಾಡಳಿತ, ಕೈಮಗ್ಗ ಮತ್ತು ಜವಳಿ ಇಲಾಖೆ, ಜಿಲ್ಲಾ ಪಂಚಾಯತ್ ಹಾಗೂ ಜಿಲ್ಲೆಯ ನೇಕಾರರ ಪರವಾಗಿ ಅಭಿನಂದಿಸಲಾಗಿದೆ ಎಂದು ಕೈಮಗ್ಗ ಮತ್ತು ಜವಳಿ ಇಲಾಖೆ ಉಪನಿರ್ದೇಶಕ ಜಿ.ಬಿ. ಸಂತೋಷ್ ತಿಳಿಸಿದ್ದಾರೆ.: [1144, 936, 1510, 1245]
person-figure: [145, 1528, 183, 1647]
event-backdrop-banner: [278, 286, 586, 370]
lead-event-photo: [262, 277, 847, 584]
pratibha-headline-line2: ಅರ್ಜಿ ಆಹ್ವಾನ: [136, 1917, 315, 1960]
hindu-event-frame: [43, 1400, 408, 1853]
page-number: ಪುಟ:3: [1455, 61, 1492, 78]
oil-lamp: [1153, 1340, 1163, 1528]
rainbow-headline-line2: ಸೀರೆಗೆ ಪ್ರಥಮ ಬಹುಮಾನ: [1170, 875, 1484, 917]
pratibha-headline: [43, 1866, 408, 1963]
deity-photo-caption: ಕುಣಿಗಲ್ ತಾಲ್ಲೂಕಿನ ಅಮೃತೂರು ಹೋಬಳಿ ಸೊಂಡೆಕೊಪ್ಪ ಗ್ರಾಮದ ಶ್ರೀ ಗಾಳಿ ಆಂಜನೇಯ ಸ್ವಾಮಿ ದೇವರಿಗೆ ಎರಡನೇ ಶ್ರಾವಣ ಶನಿವಾರದ ಪ್ರಯುಕ್ತ ವಿಶೇಷ ಅಲಂಕಾರವನ್ನು ಮಾಡಲಾಗಿತ್ತು. ಈ ಸಂದರ್ಭದಲ್ಲಿ ಅನೇಕ ಭಕ್ತರು ಶ್ರೀ ಆಂಜನೇಯ ಸ್ವಾಮಿಗೆ ಪೂಜೆ ಸಲ್ಲಿಸಿ ಸ್ವಾಮಿಯ ದರ್ಶನ ಪಡೆದು ಕೃತಾರ್ಥರಾದರು.: [1144, 1569, 1511, 1645]
rainbow-headline: [1143, 823, 1511, 920]
dalit-cm-column-a: ಬೆಂಗಳೂರು: ಮುಖ್ಯಮಂತ್ರಿ ಸಿದ್ದರಾಮಯ್ಯ, ಡಿಸಿಎಂ ಡಿ.ಕೆ. ಶಿವಕುಮಾರ್ ದೆಹಲಿ ಪ್ರವಾಸದಲ್ಲಿರುವ ಸಂದರ್ಭದಲ್ಲೇ, ಇತ್ತ ಬೆಂಗಳೂರಿನಲ್ಲಿ ಪರಿಶಿಷ್ಟ ಜಾತಿಯ ಸಚಿವರು ಮತ್ತು ಶಾಸಕರು ಪ್ರತ್ಯೇಕ ಸಭೆ ನಡೆಸುತ್ತಿರುವುದು ತೀವ್ರ ಕುತೂಹಲ ಕೆರಳಿಸಿದೆ. ಗೃಹ ಸಚಿವ ಡಾ. ಜಿ ಪರಮೇಶ್ವರ್ ಅವರ ಮನೆಯಲ್ಲಿ ಸಂಜೆ ಪರಿಶಿಷ್ಟ ಜಾತಿಯ ಶಾಸಕರು ಮತ್ತು ಸಚಿವರ ಮಹತ್ವದ ಸಭೆ ನಡೆಯಲಿದ್ದು, ಒಳಮೀಸಲಾತಿ ಕುರಿತಂತೆ ಚರ್ಚೆಗಳಾಗುವ ಸಾಧ್ಯತೆಗಳಿವೆ.ಸುಪ್ರೀಂಕೋಟ್ ತೀರ್ಪಿನ ಬಳಿಕ ಒಳಮೀಸಲಾತಿಯ ಜಾರಿಗೆ ರಾಜ್ಯಸರ್ಕಾರ ಮುಂದಾಗಿದೆ. ಈ ಸಂಬಂಧಪಟ್ಟಂತೆ ಸಮರ್ಪಕ ದತ್ತಾಂಶಗಳನ್ನು ಸಂಗ್ರಹಿಸಲು ನ್ಯಾಯಮೂರ್ತಿ ಎಚ್.ಎನ್. ನಾಗಮೋಹನ್‌ದಾಸ್ ಅವರ ನೇತೃತ್ವದಲ್ಲಿ ಏಕ ಸದಸ್ಯ ಆಯೋಗವನ್ನು ರಚಿಸಲಾಗಿದೆ. ಆಯೋಗ ಮನೆ-ಮನೆ ಸಮೀಕ್ಷೆ ಹಾಗೂ ಆನ್‌ಲೈನ್ ಮೂಲಕ ದತ್ತಾಂಶಗಳನ್ನು ಸಂಗ್ರಹಿಸಿದ್ದು, ಇನ್ನೇನು ವರದಿ ನೀಡುವ ಸಾಧ್ಯತೆಯಿದೆ. ಸಮೀಕ್ಷೆ ಪೂರ್ಣ ಪ್ರಮಾಣದಲ್ಲಿ ನಡೆದಿಲ್ಲ. ಬೆಂಗಳೂರಿನಲ್ಲಿ ಶೇ. 35ಕ್ಕೂ ಹೆಚ್ಚಿನ ಜನ ಸಂಖ್ಯೆ ದತ್ತಾಂಶ ನೀಡಿಲ್ಲ ಎಂಬೆಲ್ಲಾ: [430, 1850, 684, 2227]
flag-pole: [359, 1418, 362, 1486]
paper-name: ಸುವರ್ಣ ಪ್ರಗತಿ ಕನ್ನಡ ದಿನಪತ್ರಿಕೆ: [59, 61, 217, 78]
lead-headline: ಮಕ್ಕಳ ಕಳ್ಳಸಾಗಾಣಿಕೆ ತಡೆಗೆ ಬೇಕಿದೆ ಕಠಿಣ ಕ್ರಮ: [255, 98, 1297, 180]
devaraju-column-3: ಬಹುಮಾನವನ್ನು ವಿತರಿಸಬೇಕೆಂದು ಹಿಂದುಳಿದ ವರ್ಗಗಳ ಕಲ್ಯಾಣಾಧಿಕಾರಿ ಸೋನಿಯಾ ವರ್ಣೇಕರ್ ಅವರಿಗೆ ಮಾರ್ಗದರ್ಶನ ನೀಡಿದರು. ಸಭೆಯಲ್ಲಿ ವಿವಿಧ ಸಮುದಾಯದ ಮುಖಂಡರು, ಹಿಂದುಳಿದ ವರ್ಗಗಳ ಜಿಲ್ಲಾ ಒಕ್ಕೂಟದ ಪದಾಧಿಕಾರಿಗಳು, ಜಿಲ್ಲಾ ಹಿಂದುಳಿದ ವರ್ಗಗಳ ಕಲ್ಯಾಣ ಇಲಾಖೆಯ ಸಿಬ್ಬಂದಿ ವರ್ಗ ಮತ್ತು ಜಿಲ್ಲಾ ಮಟ್ಟದ ಅಧಿಕಾರಿಗಳು, ಪತ್ರಕರ್ತರು ಉಪಸ್ಥಿತರಿದ್ದರು.: [920, 1150, 1131, 1346]
press-conference-photo: [699, 1846, 1237, 2168]
group-photo-caption: ಶಿರಾ ನಗರದ ಗವಿ ಆಂಜನೇಯ ದೇವಸ್ಥಾನದಲ್ಲಿ ದಿನಾಂಕ 1.8.2025 ರ ಶುಕ್ರವಾರದಂದು ಒಂಬತ್ತನೇ ವರ್ಷದ ಹಿಂದೂ ಮಹಾಗಣಪತಿ ಪೋಸ್ಟರ್ ಉದ್ಘಾಟನೆ, ಧ್ವಜಾರೋಹಣ ಹಾಗೂ ಗೋಪೂಜೆಯನ್ನು ನೆರವೇರಿಸಿದ ಕಾಂಗ್ರೆಸ್, ಬಿಜೆಪಿ, ಜೆಡಿಎಸ್ ಹಾಗೂ ಹಿಂದೂ ಜಾಗರಣ ವೇದಿಕೆಯ ಮುಖಂಡರುಗಳು.ಈ ಸಂದರ್ಭದಲ್ಲಿ ಕಾಂಗ್ರೆಸ್ ಮುಖಂಡ ಸಂಜಯ್ ಜಯಚಂದ್ರ, ತುಮಲ್ ನಿರ್ದೇಶಕ ಎಸ್ ಆರ್ ಗೌಡ, ಜೆಡಿಎಸ್ ತಾಲೂಕ ಅಧ್ಯಕ್ಷ ಸತ್ಯ ಪ್ರಕಾಶ್, ಮಾಜಿನಗರ ಸಭೆ ಅಧ್ಯಕ್ಷ ಅಂಜಿನಪ್ಪ, ಸುಧಾಕರ್, ಭುವನಹಳ್ಳಿ ಸತ್ಯನಾರಾಯಣ, ಯೂಥ್ ಕಾಂಗ್ರೆಸ್ ಅಧ್ಯಕ್ಷ ಅಂಜನ್ ಕುಮಾರ್, ಮಣಿಕಂಠ, ಬಿಜೆಪಿ ಮುಖಂಡರುಗಳಾದ ವಿಜಯರಾಜ್, ನಾಗರತ್ನಮ್ಮ, ಹಿಂದೂ ಜಾಗರಣ ವೇದಿಕೆ ತಾಲೂಕ ಅಧ್ಯಕ್ಷ ವಿನಯ್ ಕುಮಾರ್, ಜಿಲ್ಲಾ ಸಂಚಾಲಕ ಮಂಜುನಾಥ್, ಮುಂತಾದವರು ಉಪಸ್ಥಿತರಿದ್ದರು.: [50, 1657, 402, 1838]
parikara-headline-line2: ಅರ್ಜಿ ಆಹ್ವಾನ: [140, 878, 326, 923]
papers: [880, 1062, 925, 1069]
meeting-photo: [707, 926, 1131, 1138]
